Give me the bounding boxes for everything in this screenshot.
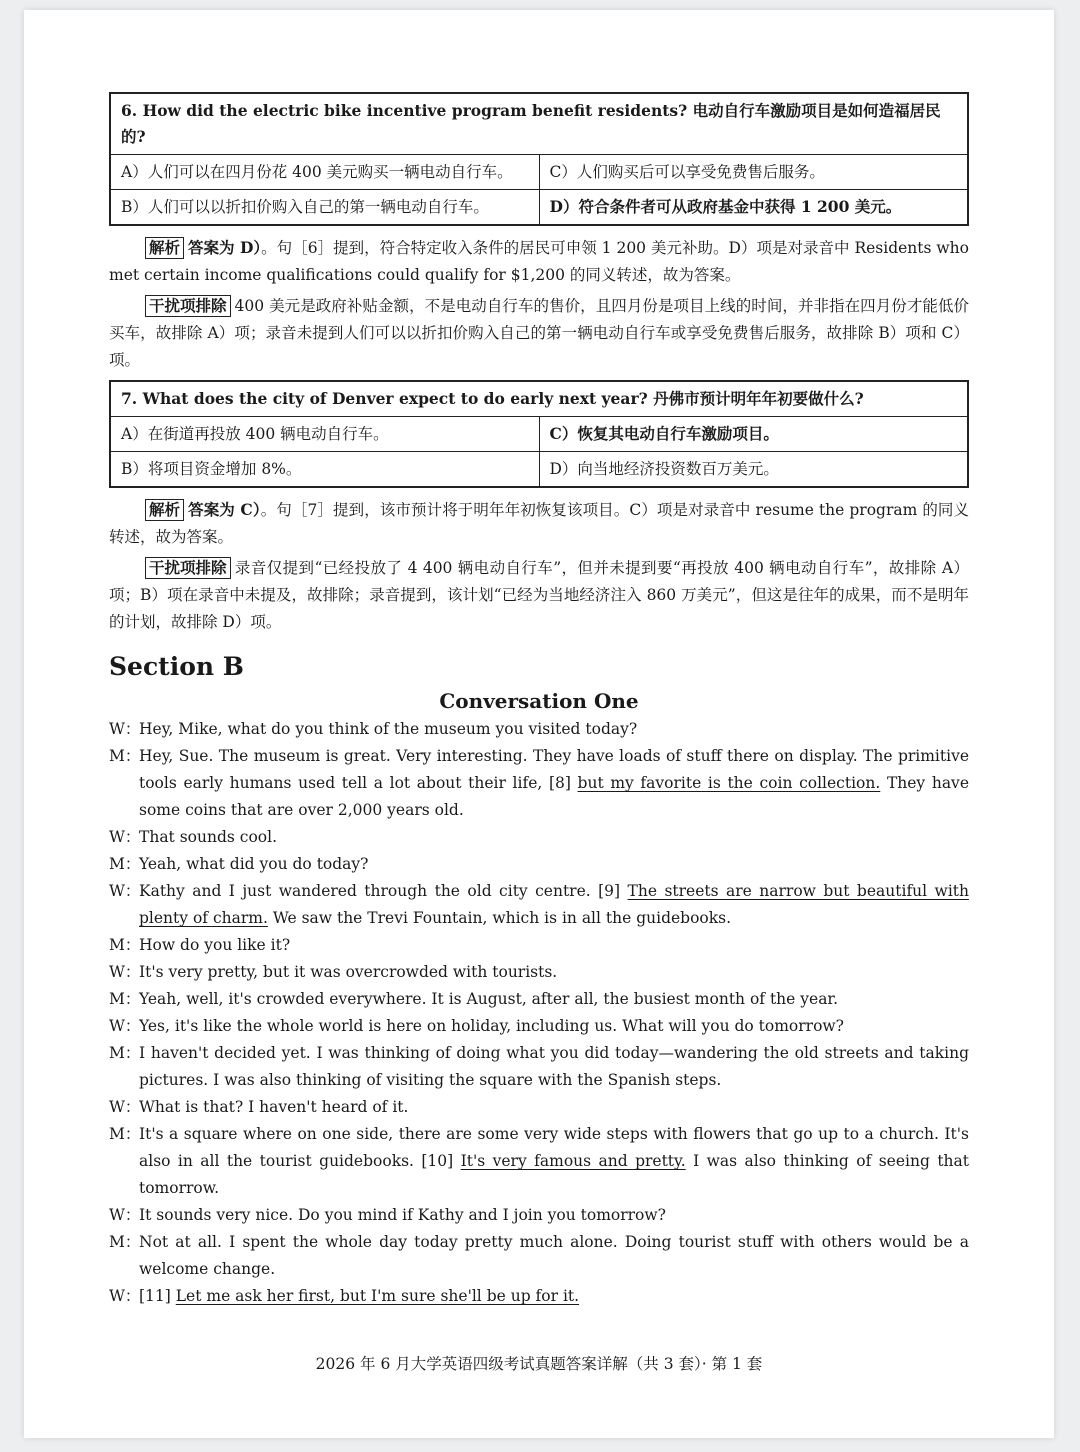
- document-page: [24, 10, 1054, 1438]
- question-7-table: [109, 380, 969, 488]
- utterance: [139, 932, 969, 959]
- page-footer: 2026 年 6 月大学英语四级考试真题答案详解（共 3 套）· 第 1 套: [315, 1355, 763, 1373]
- speaker-label: W：: [109, 828, 141, 846]
- dialogue-line: [109, 1202, 969, 1229]
- utterance-text: Hey, Mike, what do you think of the museum you visited today?: [139, 720, 638, 738]
- conversation-title: Conversation One: [439, 689, 639, 713]
- distractor-tag: 干扰项排除: [145, 557, 231, 579]
- utterance: [139, 878, 969, 932]
- utterance-text: Yeah, what did you do today?: [139, 855, 369, 873]
- utterance-text: They have some coins that are over 2,000 years old.: [139, 774, 969, 819]
- utterance-text: It's a square where on one side, there are some very wide steps with flowers that go up to a church. It's also in all the tourist guidebooks. [10]: [139, 1125, 969, 1170]
- dialogue-line: [109, 1283, 969, 1310]
- speaker-label: W：: [109, 720, 141, 738]
- question-7-option-a: A）在街道再投放 400 辆电动自行车。: [110, 417, 539, 452]
- utterance: [139, 1202, 969, 1229]
- underlined-answer-text: Let me ask her first, but I'm sure she'll be up for it.: [175, 1287, 580, 1305]
- utterance-text: Yeah, well, it's crowded everywhere. It is August, after all, the busiest month of the year.: [139, 990, 839, 1008]
- speaker-label: M：: [109, 990, 141, 1008]
- answer-label: 答案为 C）: [188, 500, 261, 519]
- dialogue-transcript: [109, 716, 969, 1310]
- distractor-text: 录音仅提到“已经投放了 4 400 辆电动自行车”，但并未提到要“再投放 400 辆电动自行车”，故排除 A）项；B）项在录音中未提及，故排除；录音提到，该计划“已经为当地经济注入 860 万美元”，但这是往年的成果，而不是明年的计划，故排除 D）项。: [109, 559, 969, 631]
- explanation-text: 。句［6］提到，符合特定收入条件的居民可申领 1 200 美元补助。D）项是对录音中 Residents who met certain income qualifications could qualify for $1,200 的同义转述，故为答案。: [109, 239, 969, 284]
- utterance: [139, 1094, 969, 1121]
- dialogue-line: [109, 1040, 969, 1094]
- question-6-table: [109, 92, 969, 226]
- question-7-distractor-analysis: [109, 555, 969, 636]
- dialogue-line: [109, 851, 969, 878]
- speaker-label: M：: [109, 1044, 141, 1062]
- utterance: [139, 986, 969, 1013]
- utterance-text: I haven't decided yet. I was thinking of doing what you did today—wandering the old streets and taking pictures. I was also thinking of visiting the square with the Spanish steps.: [139, 1044, 969, 1089]
- speaker-label: W：: [109, 1206, 141, 1224]
- question-6-option-d: D）符合条件者可从政府基金中获得 1 200 美元。: [539, 190, 968, 226]
- question-6-text: 6. How did the electric bike incentive program benefit residents? 电动自行车激励项目是如何造福居民的?: [110, 93, 968, 155]
- speaker-label: W：: [109, 1098, 141, 1116]
- dialogue-line: [109, 1229, 969, 1283]
- question-6-option-b: B）人们可以以折扣价购入自己的第一辆电动自行车。: [110, 190, 539, 226]
- utterance: [139, 1013, 969, 1040]
- dialogue-line: [109, 1121, 969, 1202]
- question-7-explanation: [109, 496, 969, 551]
- page-content: [109, 92, 969, 1310]
- distractor-text: 400 美元是政府补贴金额，不是电动自行车的售价，且四月份是项目上线的时间，并非指在四月份才能低价买车，故排除 A）项；录音未提到人们可以以折扣价购入自己的第一辆电动自行车或享受免费售后服务，故排除 B）项和 C）项。: [109, 297, 969, 369]
- question-7-option-c: C）恢复其电动自行车激励项目。: [539, 417, 968, 452]
- utterance-text: [11]: [139, 1287, 176, 1305]
- question-7-option-b: B）将项目资金增加 8%。: [110, 452, 539, 488]
- speaker-label: M：: [109, 855, 141, 873]
- utterance: [139, 1283, 969, 1310]
- answer-label: 答案为 D）: [188, 238, 262, 257]
- question-6-option-c: C）人们购买后可以享受免费售后服务。: [539, 155, 968, 190]
- question-6-option-a: A）人们可以在四月份花 400 美元购买一辆电动自行车。: [110, 155, 539, 190]
- speaker-label: W：: [109, 1287, 141, 1305]
- question-6-explanation: [109, 234, 969, 289]
- utterance: [139, 1040, 969, 1094]
- dialogue-line: [109, 986, 969, 1013]
- question-6-distractor-analysis: [109, 293, 969, 374]
- explanation-tag: 解析: [145, 237, 184, 259]
- underlined-answer-text: It's very famous and pretty.: [460, 1152, 686, 1170]
- utterance: [139, 959, 969, 986]
- dialogue-line: [109, 959, 969, 986]
- utterance-text: We saw the Trevi Fountain, which is in all the guidebooks.: [267, 909, 732, 927]
- dialogue-line: [109, 932, 969, 959]
- utterance-text: Not at all. I spent the whole day today pretty much alone. Doing tourist stuff with others would be a welcome change.: [139, 1233, 969, 1278]
- utterance-text: It sounds very nice. Do you mind if Kathy and I join you tomorrow?: [139, 1206, 666, 1224]
- question-7-option-d: D）向当地经济投资数百万美元。: [539, 452, 968, 488]
- utterance-text: What is that? I haven't heard of it.: [139, 1098, 409, 1116]
- utterance-text: Kathy and I just wandered through the old city centre. [9]: [139, 882, 628, 900]
- utterance-text: How do you like it?: [139, 936, 291, 954]
- speaker-label: W：: [109, 963, 141, 981]
- utterance: [139, 716, 969, 743]
- dialogue-line: [109, 1094, 969, 1121]
- utterance: [139, 824, 969, 851]
- underlined-answer-text: but my favorite is the coin collection.: [577, 774, 881, 792]
- dialogue-line: [109, 743, 969, 824]
- utterance-text: That sounds cool.: [139, 828, 278, 846]
- dialogue-line: [109, 716, 969, 743]
- speaker-label: M：: [109, 1233, 141, 1251]
- distractor-tag: 干扰项排除: [145, 295, 231, 317]
- question-7-text: 7. What does the city of Denver expect to do early next year? 丹佛市预计明年年初要做什么?: [110, 381, 968, 417]
- section-title: Section B: [109, 652, 244, 681]
- dialogue-line: [109, 1013, 969, 1040]
- speaker-label: M：: [109, 747, 141, 765]
- speaker-label: W：: [109, 1017, 141, 1035]
- utterance: [139, 743, 969, 824]
- speaker-label: M：: [109, 1125, 141, 1143]
- explanation-tag: 解析: [145, 499, 184, 521]
- speaker-label: W：: [109, 882, 141, 900]
- speaker-label: M：: [109, 936, 141, 954]
- utterance: [139, 851, 969, 878]
- explanation-text: 。句［7］提到，该市预计将于明年年初恢复该项目。C）项是对录音中 resume the program 的同义转述，故为答案。: [109, 501, 970, 546]
- dialogue-line: [109, 824, 969, 851]
- utterance: [139, 1121, 969, 1202]
- utterance: [139, 1229, 969, 1283]
- utterance-text: Hey, Sue. The museum is great. Very interesting. They have loads of stuff there on display. The primitive tools early humans used tell a lot about their life, [8]: [139, 747, 969, 792]
- utterance-text: It's very pretty, but it was overcrowded with tourists.: [139, 963, 558, 981]
- utterance-text: I was also thinking of seeing that tomorrow.: [139, 1152, 969, 1197]
- utterance-text: Yes, it's like the whole world is here on holiday, including us. What will you do tomorrow?: [139, 1017, 844, 1035]
- underlined-answer-text: The streets are narrow but beautiful with plenty of charm.: [139, 882, 969, 927]
- dialogue-line: [109, 878, 969, 932]
